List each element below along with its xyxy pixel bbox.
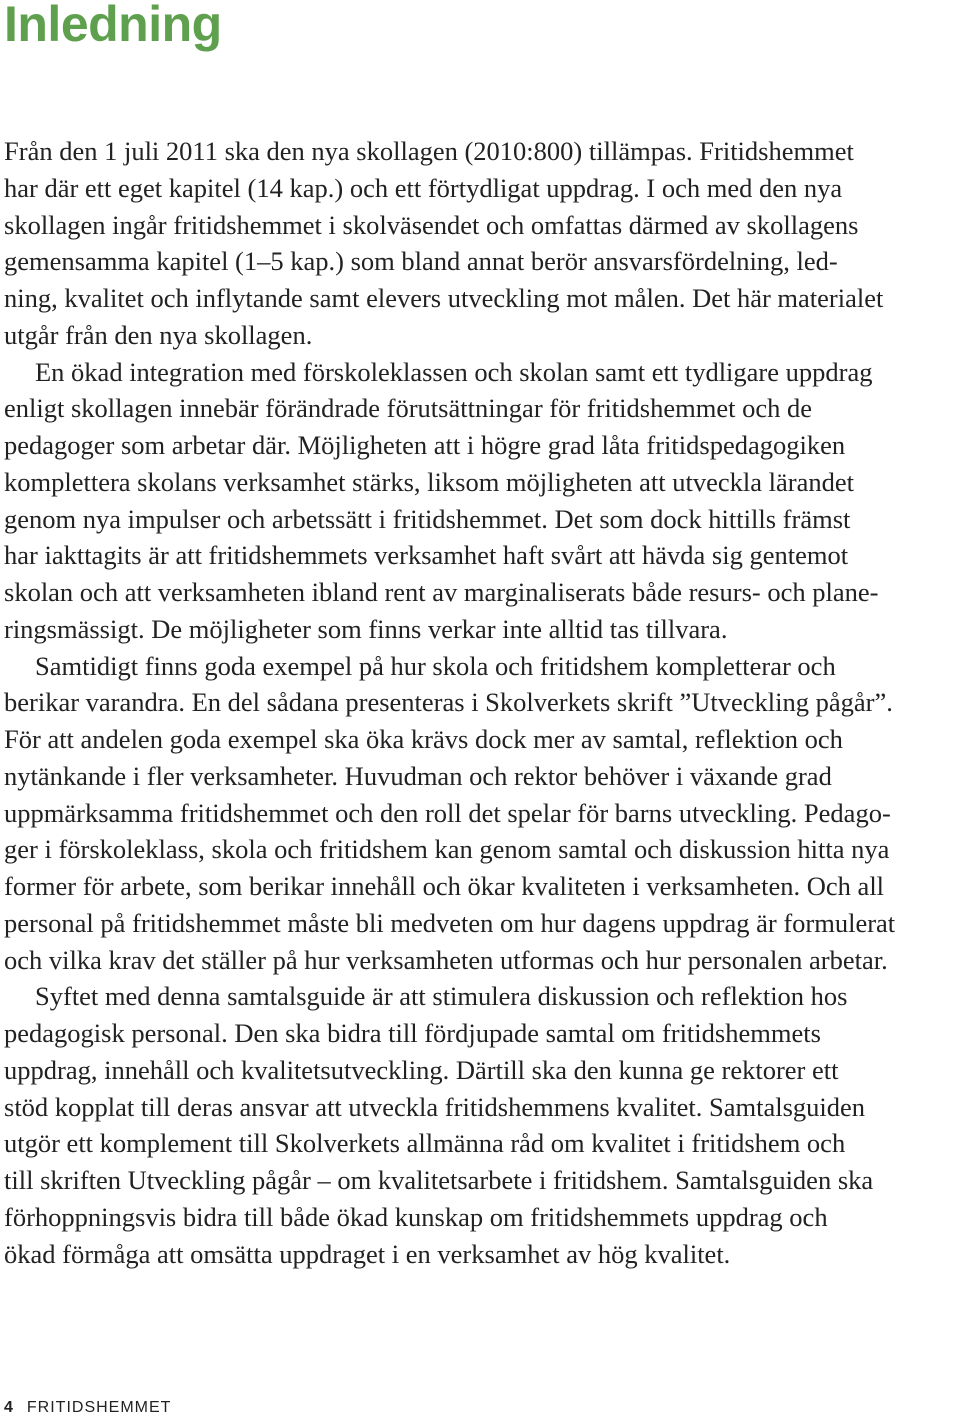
body-text (4, 133, 960, 1272)
text-line: förhoppningsvis bidra till både ökad kunskap om fritidshemmets uppdrag och (4, 1201, 828, 1232)
text-line: ringsmässigt. De möjligheter som finns verkar inte alltid tas tillvara. (4, 613, 728, 644)
text-line: har iakttagits är att fritidshemmets verksamhet haft svårt att hävda sig gentemot (4, 540, 849, 571)
page-number: 4 (4, 1399, 13, 1416)
text-line: genom nya impulser och arbetssätt i fritidshemmet. Det som dock hittills främst (4, 503, 851, 534)
text-line: skolan och att verksamheten ibland rent av marginaliserats både resurs- och plane- (4, 577, 879, 607)
text-line: För att andelen goda exempel ska öka krävs dock mer av samtal, reflektion och (4, 724, 843, 754)
text-line: berikar varandra. En del sådana presenteras i Skolverkets skrift ”Utveckling pågår”. (4, 687, 893, 718)
text-line: stöd kopplat till deras ansvar att utveckla fritidshemmens kvalitet. Samtalsguiden (4, 1091, 866, 1122)
text-line: pedagoger som arbetar där. Möjligheten att i högre grad låta fritidspedagogiken (4, 430, 846, 460)
text-line: ger i förskoleklass, skola och fritidshem kan genom samtal och diskussion hitta nya (4, 834, 890, 865)
text-line: enligt skollagen innebär förändrade förutsättningar för fritidshemmet och de (4, 393, 812, 424)
text-line: Från den 1 juli 2011 ska den nya skollagen (2010:800) tillämpas. Fritidshemmet (4, 136, 854, 166)
paragraph-first-line: Syftet med denna samtalsguide är att stimulera diskussion och reflektion hos (35, 981, 848, 1012)
text-line: uppmärksamma fritidshemmet och den roll det spelar för barns utveckling. Pedago- (4, 797, 891, 828)
paragraph-first-line: Samtidigt finns goda exempel på hur skola och fritidshem kompletterar och (35, 650, 836, 681)
text-line: gemensamma kapitel (1–5 kap.) som bland annat berör ansvarsfördelning, led- (4, 246, 838, 277)
text-line: personal på fritidshemmet måste bli medveten om hur dagens uppdrag är formulerat (4, 907, 896, 938)
running-title: FRITIDSHEMMET (26, 1399, 172, 1416)
text-line: pedagogisk personal. Den ska bidra till fördjupade samtal om fritidshemmets (4, 1018, 821, 1048)
text-line: komplettera skolans verksamhet stärks, liksom möjligheten att utveckla lärandet (4, 466, 854, 497)
text-line: till skriften Utveckling pågår – om kvalitetsarbete i fritidshem. Samtalsguiden ska (4, 1165, 874, 1195)
text-line: skollagen ingår fritidshemmet i skolväsendet och omfattas därmed av skollagens (4, 209, 859, 240)
text-line: ökad förmåga att omsätta uppdraget i en verksamhet av hög kvalitet. (4, 1238, 731, 1269)
text-line: utgår från den nya skollagen. (4, 319, 313, 350)
text-line: utgör ett komplement till Skolverkets allmänna råd om kvalitet i fritidshem och (4, 1128, 846, 1159)
page-title: Inledning (4, 0, 222, 52)
text-line: och vilka krav det ställer på hur verksamheten utformas och hur personalen arbetar. (4, 944, 888, 975)
page-footer (4, 1398, 171, 1418)
paragraph-first-line: En ökad integration med förskoleklassen och skolan samt ett tydligare uppdrag (35, 356, 873, 387)
text-line: uppdrag, innehåll och kvalitetsutveckling. Därtill ska den kunna ge rektorer ett (4, 1054, 839, 1085)
text-line: har där ett eget kapitel (14 kap.) och ett förtydligat uppdrag. I och med den nya (4, 172, 843, 203)
text-line: nytänkande i fler verksamheter. Huvudman och rektor behöver i växande grad (4, 760, 832, 791)
text-line: ning, kvalitet och inflytande samt elevers utveckling mot målen. Det här materialet (4, 283, 884, 313)
text-line: former för arbete, som berikar innehåll och ökar kvaliteten i verksamheten. Och all (4, 871, 885, 901)
